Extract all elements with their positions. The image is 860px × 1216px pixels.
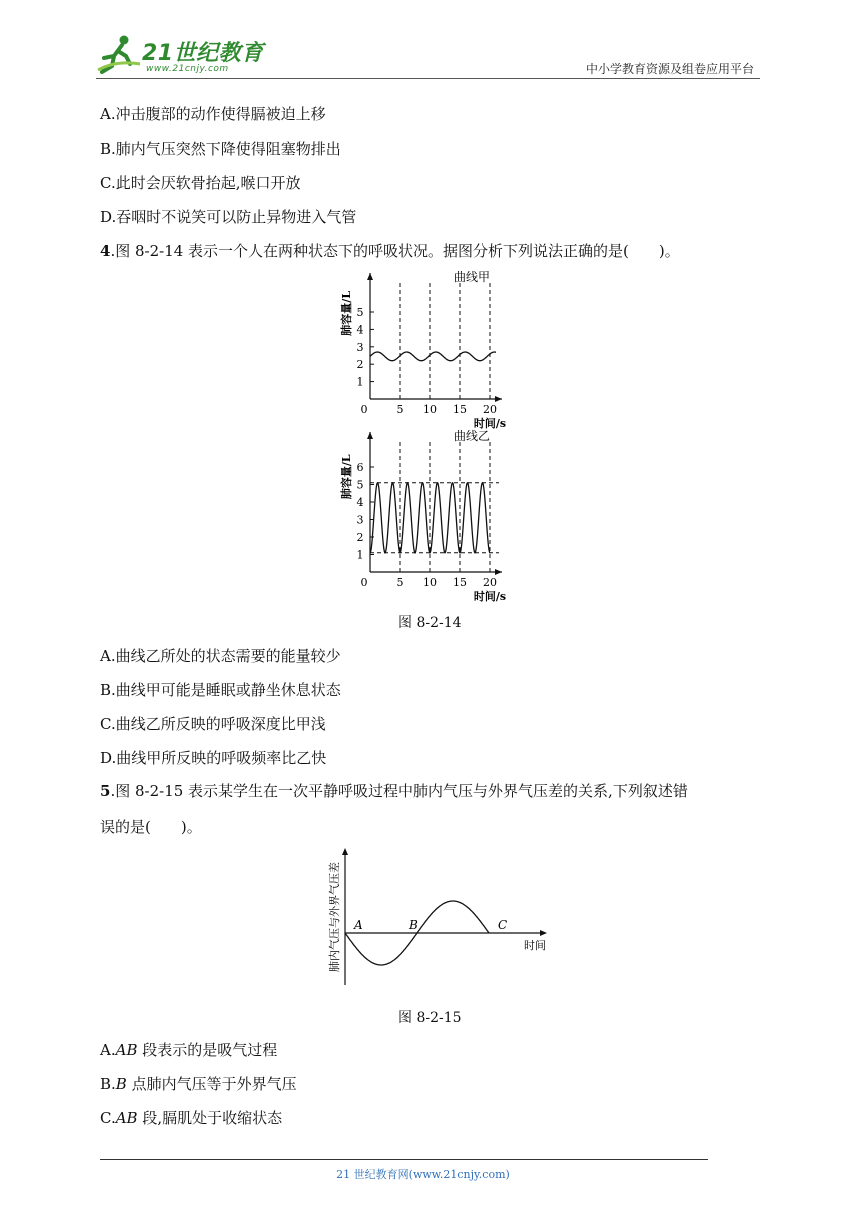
q5-option-a <box>100 1040 277 1060</box>
q4-option-b: B.曲线甲可能是睡眠或静坐休息状态 <box>100 681 341 699</box>
point-label-a: A <box>354 918 363 932</box>
x-tick-label: 15 <box>453 403 467 416</box>
y-tick-label: 5 <box>356 478 364 492</box>
y-tick-label: 1 <box>356 375 364 389</box>
x-tick-label: 10 <box>423 403 437 416</box>
y-tick-label: 4 <box>356 323 364 337</box>
x-tick-label: 15 <box>453 576 467 589</box>
runner-icon <box>96 34 142 78</box>
logo-url: www.21cnjy.com <box>146 64 229 74</box>
q4-option-c: C.曲线乙所反映的呼吸深度比甲浅 <box>100 715 326 733</box>
q5-option-b-text: 点肺内气压等于外界气压 <box>126 1075 297 1093</box>
x-tick-label: 0 <box>360 576 368 589</box>
q5-option-c <box>100 1108 282 1128</box>
q5-option-c-prefix: C. <box>100 1109 116 1127</box>
x-axis-label: 时间/s <box>473 417 507 430</box>
q5-option-c-italic: AB <box>115 1109 138 1127</box>
q5-option-c-text: 段,膈肌处于收缩状态 <box>137 1109 283 1127</box>
x-tick-label: 5 <box>396 403 404 416</box>
q3-option-c: C.此时会厌软骨抬起,喉口开放 <box>100 174 301 192</box>
q3-option-b: B.肺内气压突然下降使得阻塞物排出 <box>100 140 341 158</box>
x-tick-label: 20 <box>483 403 497 416</box>
logo <box>96 34 276 80</box>
q4-option-d: D.曲线甲所反映的呼吸频率比乙快 <box>100 749 327 767</box>
q3-option-a: A.冲击腹部的动作使得膈被迫上移 <box>100 105 326 123</box>
chart-curve-jia <box>335 262 535 430</box>
q4-stem <box>100 241 680 261</box>
q5-option-a-prefix: A. <box>100 1041 116 1059</box>
y-tick-label: 3 <box>356 340 364 354</box>
footer-text: 21 世纪教育网(www.21cnjy.com) <box>336 1168 510 1181</box>
series-line <box>370 352 496 361</box>
y-axis-arrow <box>342 848 348 855</box>
logo-text: 21世纪教育 <box>142 41 264 66</box>
q5-option-b-italic: B <box>115 1075 127 1093</box>
figure-caption-8-2-15: 图 8-2-15 <box>398 1010 462 1026</box>
q4-number: 4 <box>100 242 111 260</box>
q4-stem-text: .图 8-2-14 表示一个人在两种状态下的呼吸状况。据图分析下列说法正确的是( )。 <box>110 242 680 260</box>
y-axis-label: 肺内气压与外界气压差 <box>328 862 341 972</box>
figure-caption-8-2-14: 图 8-2-14 <box>398 615 462 631</box>
chart-title: 曲线乙 <box>453 429 491 443</box>
y-axis-arrow <box>367 273 373 280</box>
header-divider <box>96 78 760 79</box>
q5-option-b-prefix: B. <box>100 1075 116 1093</box>
q5-number: 5 <box>100 782 111 800</box>
y-tick-label: 1 <box>356 548 364 562</box>
x-axis-arrow <box>540 930 547 936</box>
y-tick-label: 2 <box>356 358 364 372</box>
y-tick-label: 3 <box>356 513 364 527</box>
point-label-c: C <box>498 918 508 932</box>
x-axis-label: 时间/s <box>473 590 507 603</box>
x-axis-arrow <box>495 396 502 402</box>
y-axis-label: 肺容量/L <box>340 454 353 500</box>
x-axis-label: 时间 <box>524 939 546 952</box>
q5-option-b <box>100 1074 297 1094</box>
y-tick-label: 5 <box>356 306 364 319</box>
chart-pressure-difference <box>325 845 555 995</box>
y-axis-label: 肺容量/L <box>340 290 353 336</box>
y-axis-arrow <box>367 432 373 439</box>
footer-divider <box>100 1159 708 1160</box>
x-tick-label: 0 <box>360 403 368 416</box>
q5-stem-line1 <box>100 781 688 801</box>
x-axis-arrow <box>495 569 502 575</box>
x-tick-label: 5 <box>396 576 404 589</box>
chart-curve-yi <box>335 424 535 604</box>
page-header <box>96 34 760 84</box>
q5-option-a-italic: AB <box>115 1041 138 1059</box>
q5-option-a-text: 段表示的是吸气过程 <box>137 1041 278 1059</box>
platform-name: 中小学教育资源及组卷应用平台 <box>585 62 754 76</box>
y-tick-label: 4 <box>356 496 364 509</box>
q5-stem-line2: 误的是( )。 <box>100 818 202 836</box>
x-tick-label: 20 <box>483 576 497 589</box>
q3-option-d: D.吞咽时不说笑可以防止异物进入气管 <box>100 208 357 226</box>
point-label-b: B <box>409 918 418 932</box>
chart-title: 曲线甲 <box>453 270 491 284</box>
y-tick-label: 6 <box>356 461 364 474</box>
q5-stem-text-1: .图 8-2-15 表示某学生在一次平静呼吸过程中肺内气压与外界气压差的关系,下列叙述错 <box>110 782 688 800</box>
y-tick-label: 2 <box>356 531 364 544</box>
q4-option-a: A.曲线乙所处的状态需要的能量较少 <box>100 647 341 665</box>
x-tick-label: 10 <box>423 576 437 589</box>
footer <box>0 1166 860 1182</box>
